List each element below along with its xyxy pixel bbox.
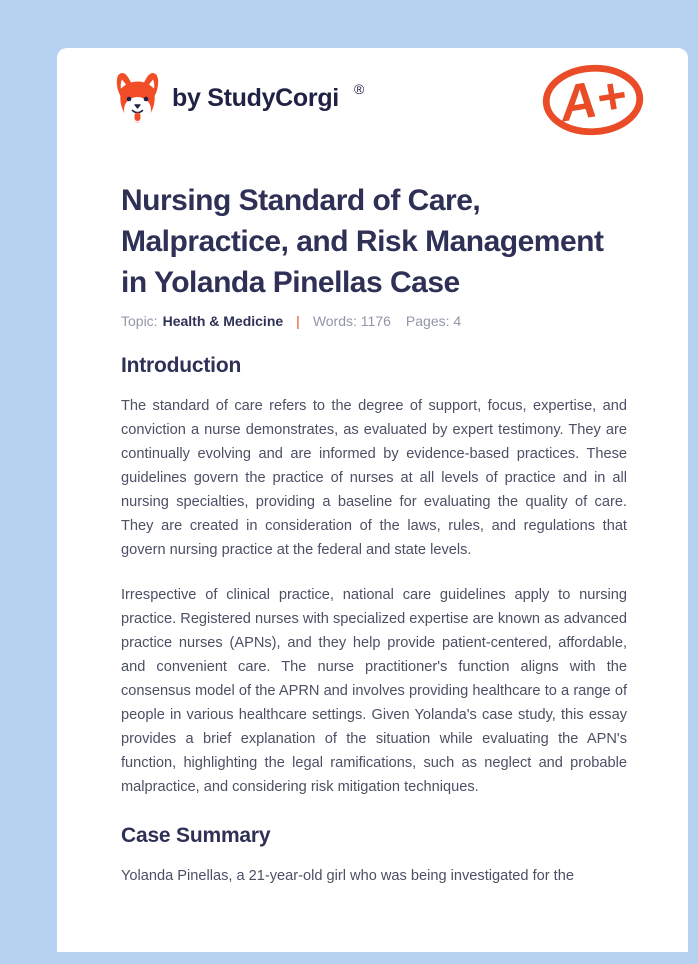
brand xyxy=(115,72,364,124)
words-count: Words: 1176 xyxy=(312,313,391,329)
page-title-line: Nursing Standard of Care, xyxy=(121,184,481,217)
meta-separator: | xyxy=(296,313,300,329)
page-title-line: Malpractice, and Risk Management xyxy=(121,225,604,258)
brand-text: by StudyCorgi xyxy=(172,83,339,112)
pages-count: Pages: 4 xyxy=(405,313,462,329)
registered-mark-icon: ® xyxy=(353,81,365,97)
page-title-line: in Yolanda Pinellas Case xyxy=(121,266,460,299)
a-plus-stamp-icon xyxy=(540,61,646,144)
paragraph: Yolanda Pinellas, a 21-year-old girl who was being investigated for the xyxy=(121,868,574,884)
document-card xyxy=(57,48,688,952)
topic-label: Topic: xyxy=(121,313,158,329)
topic-value: Health & Medicine xyxy=(162,313,284,329)
article-meta xyxy=(121,313,627,329)
section-heading-case-summary: Case Summary xyxy=(121,824,271,847)
section-heading-introduction: Introduction xyxy=(121,354,242,377)
document-content xyxy=(57,180,688,928)
paragraph: Irrespective of clinical practice, national care guidelines apply to nursing practice. Registered nurses with specialized expertise are known as advanced practice nurses (APNs), and they help provide patient-centered, affordable, and convenient care. The nurse practitioner's function aligns with the consensus model of the APRN and involves providing healthcare to a range of people in various healthcare settings. Given Yolanda's case study, this essay provides a brief explanation of the situation while evaluating the APN's function, highlighting the legal ramifications, such as neglect and probable malpractice, and considering risk mitigation techniques. xyxy=(121,587,627,795)
corgi-logo-icon xyxy=(115,72,160,124)
page-title xyxy=(121,180,627,303)
a-plus-stamp-text: A+ xyxy=(555,65,631,133)
paragraph: The standard of care refers to the degree of support, focus, expertise, and conviction a nurse demonstrates, as evaluated by expert testimony. They are continually evolving and are informed by evidence-based practices. These guidelines govern the practice of nurses at all levels of practice and in all nursing specialties, providing a baseline for evaluating the quality of care. They are created in consideration of the laws, rules, and regulations that govern nursing practice at the federal and state levels. xyxy=(121,398,627,558)
